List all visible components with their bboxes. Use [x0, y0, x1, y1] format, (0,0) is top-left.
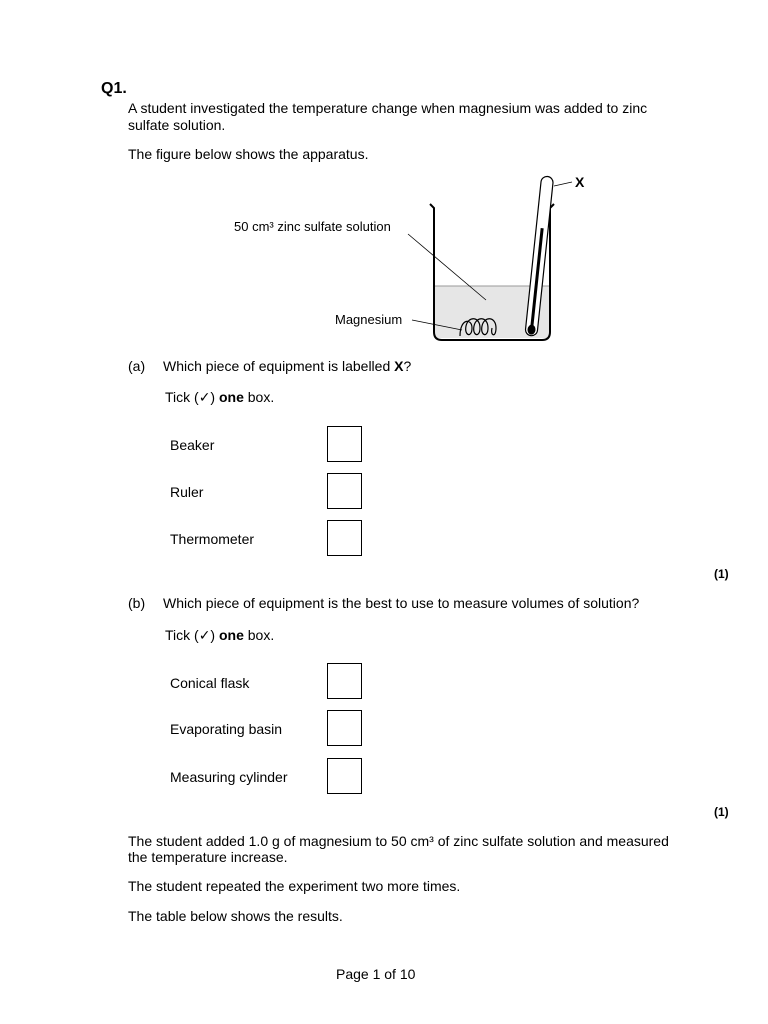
label-solution: 50 cm³ zinc sulfate solution	[234, 219, 391, 234]
tick-box-conical-flask[interactable]	[327, 663, 362, 699]
tick-box-thermometer[interactable]	[327, 520, 362, 556]
part-a-question: Which piece of equipment is labelled X?	[163, 358, 412, 374]
part-a-tick-instruction: Tick (✓) one box.	[165, 389, 275, 405]
marks-a: (1)	[714, 567, 729, 581]
label-x: X	[575, 174, 585, 190]
option-label: Beaker	[170, 437, 215, 453]
continuation-line2: the temperature increase.	[128, 849, 288, 865]
option-label: Measuring cylinder	[170, 769, 288, 785]
option-label: Thermometer	[170, 531, 255, 547]
tick-box-beaker[interactable]	[327, 426, 362, 462]
x-leader	[554, 182, 572, 186]
tick-box-evaporating-basin[interactable]	[327, 710, 362, 746]
label-magnesium: Magnesium	[335, 312, 403, 327]
option-label: Ruler	[170, 484, 204, 500]
option-label: Conical flask	[170, 675, 250, 691]
figure-intro: The figure below shows the apparatus.	[128, 146, 369, 162]
apparatus-figure	[228, 168, 608, 348]
question-intro-line2: sulfate solution.	[128, 117, 226, 133]
tick-box-ruler[interactable]	[327, 473, 362, 509]
page-number: Page 1 of 10	[336, 966, 416, 982]
continuation-line1: The student added 1.0 g of magnesium to 50 cm³ of zinc sulfate solution and measured	[128, 833, 669, 849]
part-b-letter: (b)	[128, 595, 146, 611]
question-intro-line1: A student investigated the temperature change when magnesium was added to zinc	[128, 100, 648, 116]
tick-box-measuring-cylinder[interactable]	[327, 758, 362, 794]
part-a-letter: (a)	[128, 358, 146, 374]
continuation-line3: The student repeated the experiment two more times.	[128, 878, 461, 894]
continuation-line4: The table below shows the results.	[128, 908, 343, 924]
part-b-tick-instruction: Tick (✓) one box.	[165, 627, 275, 643]
option-label: Evaporating basin	[170, 721, 283, 737]
marks-b: (1)	[714, 805, 729, 819]
part-b-question: Which piece of equipment is the best to use to measure volumes of solution?	[163, 595, 640, 611]
question-number: Q1.	[101, 80, 127, 97]
